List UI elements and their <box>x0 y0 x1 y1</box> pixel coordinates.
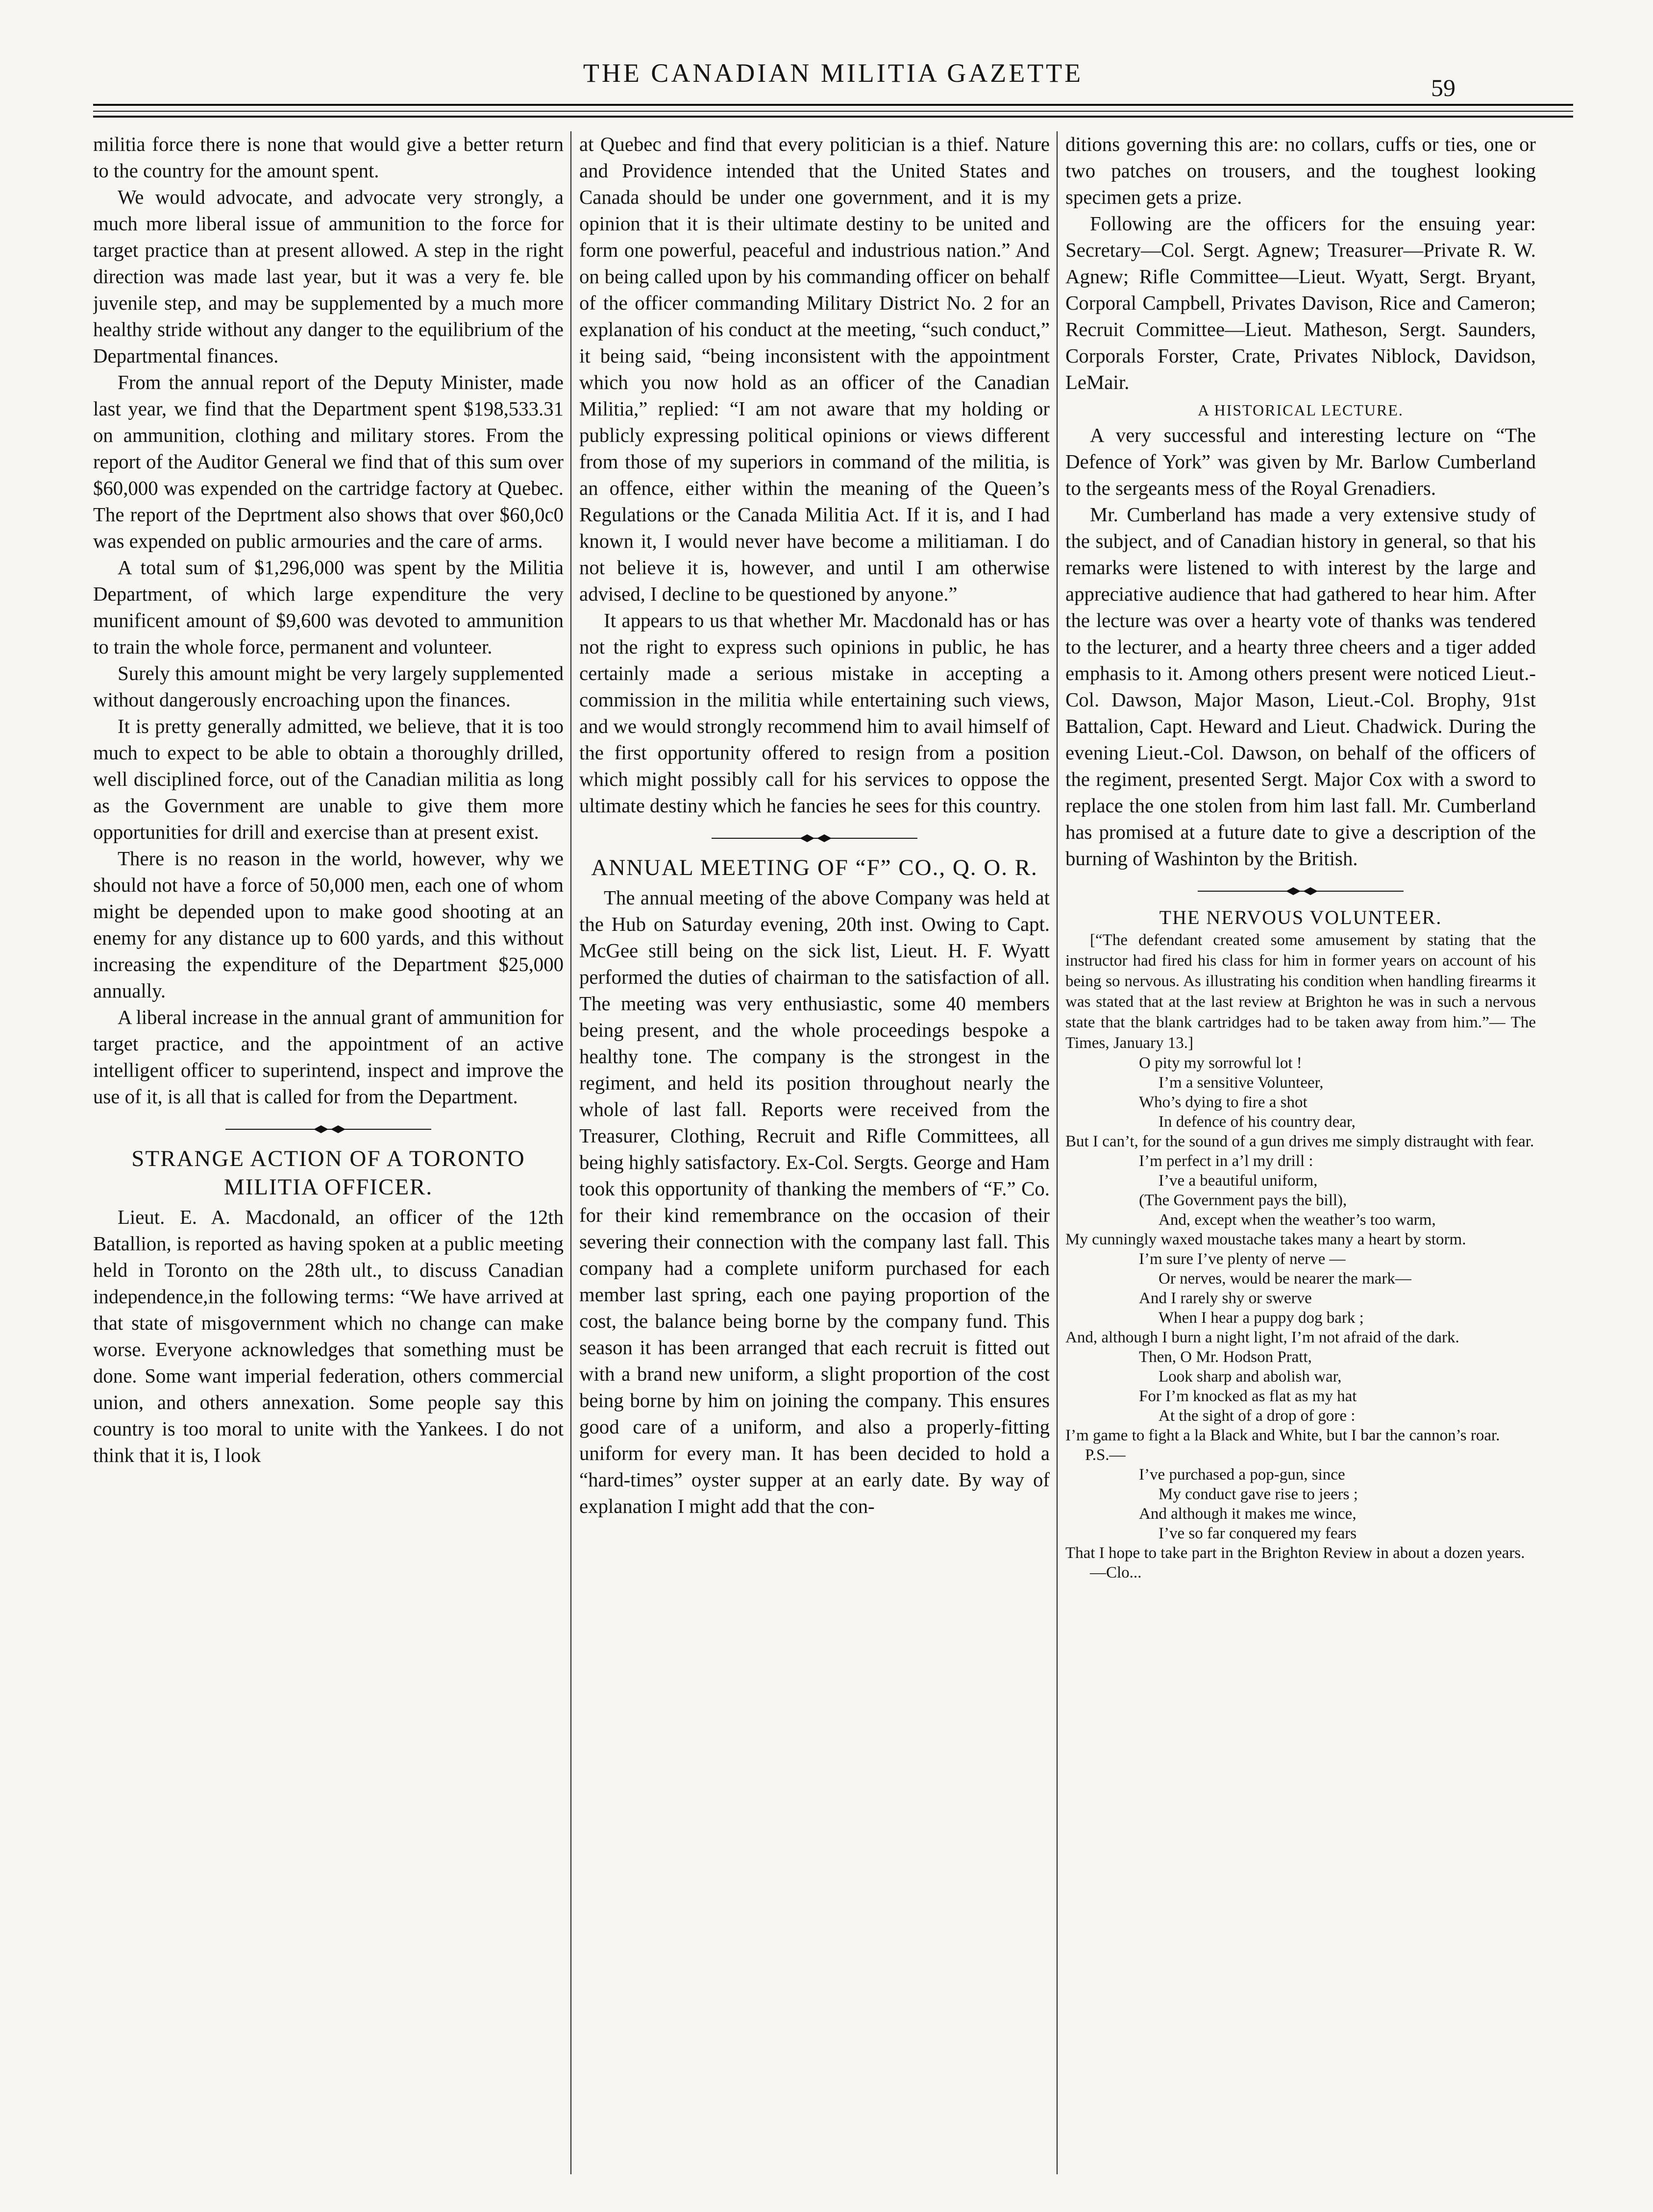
poem-line: I’ve a beautiful uniform, <box>1159 1172 1318 1190</box>
poem-line: And although it makes me wince, <box>1139 1505 1357 1523</box>
poem-line: I’m perfect in a’l my drill : <box>1139 1152 1313 1170</box>
paragraph: We would advocate, and advocate very strongly, a much more liberal issue of ammunition to the force for target practice than at present allowed. A step in the right direction was made last year, but it was a very fe. ble juvenile step, and may be supplemented by a much more healthy stride without any danger to the equilibrium of the Departmental finances. <box>93 186 564 367</box>
paragraph: A very successful and interesting lecture on “The Defence of York” was given by Mr. Barlow Cumberland to the sergeants mess of the Royal Grenadiers. <box>1065 424 1536 499</box>
article-headline: ANNUAL MEETING OF “F” CO., Q. O. R. <box>591 855 1038 880</box>
poem-line: That I hope to take part in the Brighton Review in about a dozen years.—Clo... <box>1065 1544 1525 1581</box>
poem-line: Or nerves, would be nearer the mark— <box>1159 1270 1411 1288</box>
poem-line: And, although I burn a night light, I’m not afraid of the dark. <box>1065 1329 1459 1346</box>
paragraph: Following are the officers for the ensuing year: Secretary—Col. Sergt. Agnew; Treasurer—Private R. W. Agnew; Rifle Committee—Lieut. Wyatt, Sergt. Bryant, Corporal Campbell, Privates Davison, Rice and Cameron; Recruit Committee—Lieut. Matheson, Sergt. Saunders, Corporals Forster, Crate, Privates Niblock, Davidson, LeMair. <box>1065 213 1536 393</box>
ornament-divider <box>712 832 917 845</box>
paragraph: A liberal increase in the annual grant of ammunition for target practice, and the appointment of an active intelligent officer to superintend, inspect and improve the use of it, is all that is called for from the Department. <box>93 1006 564 1108</box>
page-number: 59 <box>1431 74 1456 101</box>
poem-line: Who’s dying to fire a shot <box>1139 1094 1308 1111</box>
paragraph: militia force there is none that would give a better return to the country for the amount spent. <box>93 133 564 182</box>
paragraph: at Quebec and find that every politician is a thief. Nature and Providence intended that the United States and Canada should be under one government, and it is my opinion that it is their ultimate destiny to be united and form one powerful, peaceful and industrious nation.” And on being called upon by his commanding officer on behalf of the officer commanding Military District No. 2 for an explanation of his conduct at the meeting, “such conduct,” it being said, “being inconsistent with the appointment which you now hold as an officer of the Canadian Militia,” replied: “I am not aware that my holding or publicly expressing political opinions or views different from those of my superiors in command of the militia, is an offence, either within the meaning of the Queen’s Regulations or the Canada Militia Act. If it is, and I had known it, I would never have become a militiaman. I do not believe it is, however, and until I am otherwise advised, I decline to be questioned by anyone.” <box>579 133 1050 605</box>
paragraph: It appears to us that whether Mr. Macdonald has or has not the right to express such opinions in public, he has certainly made a serious mistake in accepting a commission in the militia while entertaining such views, and we would strongly recommend him to avail himself of the first opportunity offered to resign from a position which might possibly call for his services to oppose the ultimate destiny which he fancies he sees for this country. <box>579 609 1050 817</box>
poem-line: And, except when the weather’s too warm, <box>1159 1211 1436 1229</box>
masthead-rule <box>93 111 1573 112</box>
poem-line: I’m a sensitive Volunteer, <box>1159 1074 1324 1092</box>
poem-line: When I hear a puppy dog bark ; <box>1159 1309 1364 1327</box>
paragraph: Surely this amount might be very largely supplemented without dangerously encroaching upon the finances. <box>93 662 564 711</box>
poem-line: Look sharp and abolish war, <box>1159 1368 1342 1386</box>
poem-line: I’m game to fight a la Black and White, but I bar the cannon’s roar. <box>1065 1427 1500 1444</box>
paragraph: A total sum of $1,296,000 was spent by the Militia Department, of which large expenditure the very munificent amount of $9,600 was devoted to ammunition to train the whole force, permanent and volunteer. <box>93 557 564 658</box>
paragraph: Mr. Cumberland has made a very extensive study of the subject, and of Canadian history in general, so that his remarks were listened to with interest by the large and appreciative audience that had gathered to hear him. After the lecture was over a hearty vote of thanks was tendered to the lecturer, and a hearty three cheers and a tiger added emphasis to it. Among others present were noticed Lieut.-Col. Dawson, Major Mason, Lieut.-Col. Brophy, 91st Battalion, Capt. Heward and Lieut. Chadwick. During the evening Lieut.-Col. Dawson, on behalf of the officers of the regiment, presented Sergt. Major Cox with a sword to replace the one stolen from him last fall. Mr. Cumberland has promised at a future date to give a description of the burning of Washinton by the British. <box>1065 504 1536 870</box>
poem <box>1065 1053 1536 1582</box>
poem-line: Then, O Mr. Hodson Pratt, <box>1139 1348 1312 1366</box>
column-2 <box>579 131 1050 2189</box>
poem-line: In defence of his country dear, <box>1159 1113 1356 1131</box>
poem-line: And I rarely shy or swerve <box>1139 1289 1312 1307</box>
poem-line: (The Government pays the bill), <box>1139 1191 1347 1209</box>
poem-line: P.S.— <box>1085 1446 1126 1464</box>
paragraph: Lieut. E. A. Macdonald, an officer of the 12th Batallion, is reported as having spoken at a public meeting held in Toronto on the 28th ult., to discuss Canadian independence,in the following terms: “We have arrived at that state of misgovernment which no change can make worse. Everyone acknowledges that something must be done. Some want imperial federation, others commercial union, and others annexation. Some people say this country is too moral to unite with the Yankees. I do not think that it is, I look <box>93 1206 564 1466</box>
paragraph: It is pretty generally admitted, we believe, that it is too much to expect to be able to obtain a thoroughly drilled, well disciplined force, out of the Canadian militia as long as the Government are unable to give them more opportunities for drill and exercise than at present exist. <box>93 715 564 843</box>
column-divider <box>570 131 571 2174</box>
poem-line: My cunningly waxed moustache takes many a heart by storm. <box>1065 1231 1466 1248</box>
paragraph: There is no reason in the world, however, why we should not have a force of 50,000 men, each one of whom might be depended upon to make good shooting at an enemy for any distance up to 600 yards, and this without increasing the expenditure of the Department $25,000 annually. <box>93 848 564 1002</box>
masthead-rule <box>93 116 1573 118</box>
paragraph: The annual meeting of the above Company was held at the Hub on Saturday evening, 20th inst. Owing to Capt. McGee still being on the sick list, Lieut. H. F. Wyatt performed the duties of chairman to the satisfaction of all. The meeting was very enthusiastic, some 40 members being present, and the whole proceedings bespoke a healthy tone. The company is the strongest in the regiment, and held its position throughout nearly the whole of last fall. Reports were received from the Treasurer, Clothing, Recruit and Rifle Committees, all being highly satisfactory. Ex-Col. Sergts. George and Ham took this opportunity of thanking the members of “F.” Co. for their kind remembrance on the occasion of their severing their connection with the company last fall. This company had a complete uniform purchased for each member last spring, each one paying proportion of the cost, the balance being borne by the company fund. This season it has been arranged that each recruit is fitted out with a brand new uniform, a slight proportion of the cost being borne by him on joining the company. This ensures good care of a uniform, and also a properly-fitting uniform for every man. It has been decided to hold a “hard-times” oyster supper at an early date. By way of explanation I might add that the con- <box>579 887 1050 1517</box>
masthead-rule <box>93 104 1573 106</box>
masthead-title: THE CANADIAN MILITIA GAZETTE <box>583 58 1084 88</box>
column-divider <box>1057 131 1058 2174</box>
poem-intro: [“The defendant created some amusement by stating that the instructor had fired his class for him in former years on account of his being so nervous. As illustrating his condition when handling firearms it was stated that at the last review at Brighton he was in such a nervous state that the blank cartridges had to be taken away from him.”— The Times, January 13.] <box>1065 931 1536 1052</box>
poem-line: I’ve purchased a pop-gun, since <box>1139 1466 1345 1483</box>
poem-line: I’ve so far conquered my fears <box>1159 1525 1357 1542</box>
paragraph: ditions governing this are: no collars, cuffs or ties, one or two patches on trousers, and the toughest looking specimen gets a prize. <box>1065 133 1536 208</box>
ornament-divider <box>225 1123 431 1136</box>
section-subhead: A HISTORICAL LECTURE. <box>1198 401 1404 419</box>
column-1 <box>93 131 564 2189</box>
poem-line: O pity my sorrowful lot ! <box>1139 1054 1302 1072</box>
poem-line: My conduct gave rise to jeers ; <box>1159 1485 1358 1503</box>
poem-line: At the sight of a drop of gore : <box>1159 1407 1356 1425</box>
poem-line: I’m sure I’ve plenty of nerve — <box>1139 1250 1346 1268</box>
poem-line: For I’m knocked as flat as my hat <box>1139 1387 1357 1405</box>
paragraph: From the annual report of the Deputy Minister, made last year, we find that the Department spent $198,533.31 on ammunition, clothing and military stores. From the report of the Auditor General we find that of this sum over $60,000 was expended on the cartridge factory at Quebec. The report of the Deprtment also shows that over $60,0c0 was expended on public armouries and the care of arms. <box>93 371 564 552</box>
ornament-divider <box>1198 885 1404 898</box>
column-3 <box>1065 131 1536 2189</box>
poem-headline: THE NERVOUS VOLUNTEER. <box>1159 906 1442 928</box>
article-headline: STRANGE ACTION OF A TORONTO MILITIA OFFICER. <box>131 1146 525 1200</box>
poem-line: But I can’t, for the sound of a gun drives me simply distraught with fear. <box>1065 1133 1534 1150</box>
